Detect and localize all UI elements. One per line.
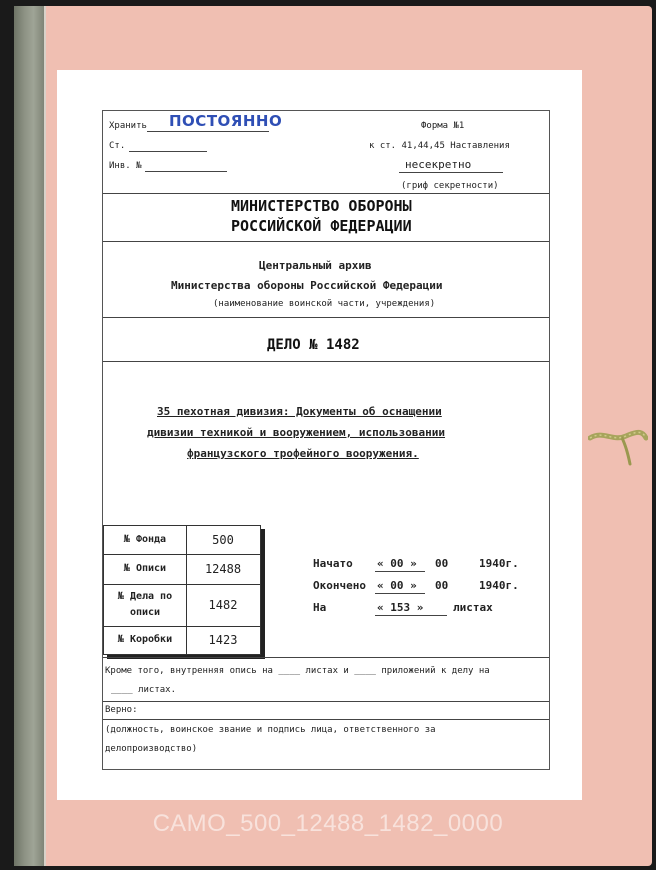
divider	[103, 193, 549, 194]
registry-value: 1482	[208, 598, 238, 612]
secrecy-value: несекретно	[405, 158, 472, 171]
registry-value: 12488	[204, 562, 242, 576]
sheets-count: « 153 »	[377, 601, 424, 614]
case-description-line1: 35 пехотная дивизия: Документы об оснащении	[157, 405, 442, 418]
registry-label: № Описи	[104, 554, 187, 584]
registry-table	[103, 525, 261, 655]
start-year: 1940г.	[479, 557, 519, 570]
st-underline	[129, 151, 207, 152]
start-label: Начато	[313, 557, 353, 570]
folder-spine	[14, 6, 44, 866]
registry-value: 1423	[208, 633, 238, 647]
spine-edge	[44, 6, 46, 866]
sheets-word: листах	[453, 601, 493, 614]
instruction-reference: к ст. 41,44,45 Наставления	[369, 141, 510, 151]
sheets-count-underline	[375, 615, 447, 616]
registry-label: № Дела по описи	[104, 584, 187, 626]
cover-form	[102, 110, 550, 770]
archive-watermark: САМО_500_12488_1482_0000	[152, 810, 504, 837]
registry-value: 500	[212, 533, 234, 547]
sheets-on-label: На	[313, 601, 327, 614]
footer-line1: Кроме того, внутренняя опись на ____ листах и ____ приложений к делу на	[105, 666, 490, 676]
verno-label: Верно:	[105, 705, 138, 715]
end-month: 00	[435, 579, 449, 592]
form-number: Форма №1	[421, 121, 465, 131]
archive-line2: Министерства обороны Российской Федерации	[171, 279, 443, 292]
start-day-underline	[375, 571, 425, 572]
divider	[103, 701, 549, 702]
archive-line1: Центральный архив	[259, 259, 372, 272]
table-row	[104, 626, 260, 654]
start-day: « 00 »	[377, 557, 417, 570]
ministry-line1: МИНИСТЕРСТВО ОБОРОНЫ	[231, 197, 412, 215]
footer-line4: делопроизводство)	[105, 744, 198, 754]
store-label: Хранить	[109, 121, 147, 131]
end-day: « 00 »	[377, 579, 417, 592]
end-day-underline	[375, 593, 425, 594]
registry-label: № Коробки	[104, 626, 187, 654]
store-underline	[147, 131, 269, 132]
case-description-line3: французского трофейного вооружения.	[187, 447, 419, 460]
binding-string-icon	[588, 428, 648, 468]
footer-line3: (должность, воинское звание и подпись лица, ответственного за	[105, 725, 436, 735]
inventory-underline	[145, 171, 227, 172]
table-row	[104, 526, 260, 555]
secrecy-underline	[399, 172, 503, 173]
secrecy-caption: (гриф секретности)	[401, 181, 499, 191]
divider	[103, 241, 549, 242]
inventory-label: Инв. №	[109, 161, 142, 171]
case-title: ДЕЛО № 1482	[267, 337, 360, 353]
ministry-line2: РОССИЙСКОЙ ФЕДЕРАЦИИ	[231, 217, 412, 235]
footer-line2: ____ листах.	[111, 685, 177, 695]
divider	[103, 719, 549, 720]
divider	[103, 657, 549, 658]
registry-label: № Фонда	[104, 526, 187, 554]
end-year: 1940г.	[479, 579, 519, 592]
permanent-stamp: ПОСТОЯННО	[169, 112, 283, 130]
divider	[103, 361, 549, 362]
end-label: Окончено	[313, 579, 366, 592]
table-row	[104, 584, 260, 627]
archive-caption: (наименование воинской части, учреждения)	[213, 299, 436, 309]
st-label: Ст.	[109, 141, 126, 151]
table-row	[104, 554, 260, 585]
start-month: 00	[435, 557, 449, 570]
divider	[103, 317, 549, 318]
case-description-line2: дивизии техникой и вооружением, использовании	[147, 426, 446, 439]
